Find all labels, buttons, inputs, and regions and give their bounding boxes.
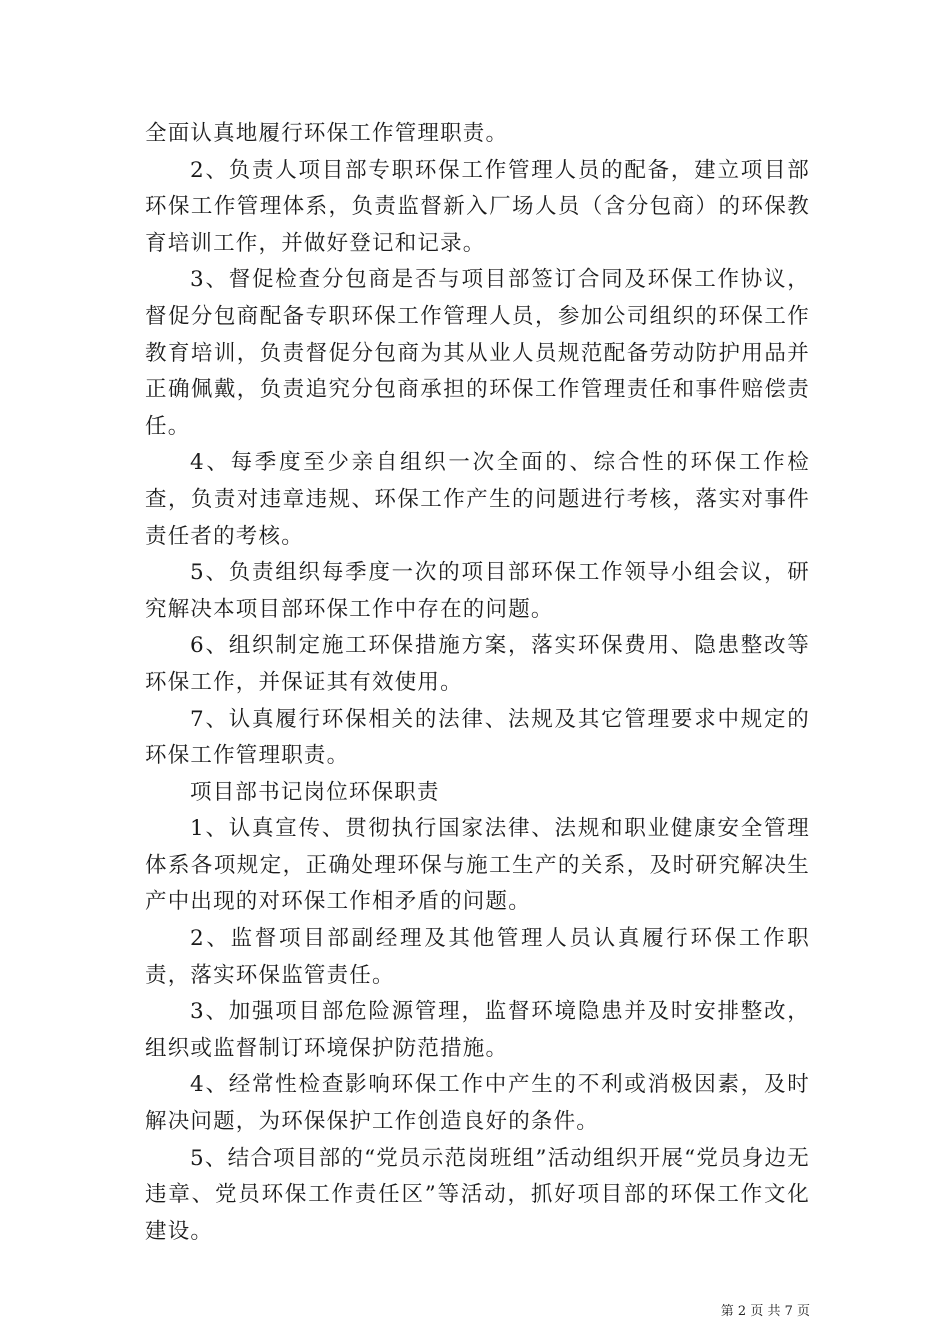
paragraph-continuation: 全面认真地履行环保工作管理职责。 (145, 121, 509, 146)
paragraph-item-5: 5、负责组织每季度一次的项目部环保工作领导小组会议，研究解决本项目部环保工作中存在的问题。 (145, 560, 810, 622)
paragraph-secretary-1: 1、认真宣传、贯彻执行国家法律、法规和职业健康安全管理体系各项规定，正确处理环保与施工生产的关系，及时研究解决生产中出现的对环保工作相矛盾的问题。 (145, 816, 810, 915)
paragraph-secretary-2: 2、监督项目部副经理及其他管理人员认真履行环保工作职责，落实环保监管责任。 (145, 926, 810, 988)
paragraph-secretary-4: 4、经常性检查影响环保工作中产生的不利或消极因素，及时解决问题，为环保保护工作创造良好的条件。 (145, 1072, 810, 1135)
paragraph-item-2: 2、负责人项目部专职环保工作管理人员的配备，建立项目部环保工作管理体系，负责监督新入厂场人员（含分包商）的环保教育培训工作，并做好登记和记录。 (145, 157, 810, 256)
paragraph-item-7: 7、认真履行环保相关的法律、法规及其它管理要求中规定的环保工作管理职责。 (145, 706, 810, 769)
paragraph-secretary-5: 5、结合项目部的“党员示范岗班组”活动组织开展“党员身边无违章、党员环保工作责任区”等活动，抓好项目部的环保工作文化建设。 (145, 1145, 810, 1244)
paragraph-item-6: 6、组织制定施工环保措施方案，落实环保费用、隐患整改等环保工作，并保证其有效使用。 (145, 633, 810, 695)
document-body (145, 116, 810, 1250)
paragraph-item-3: 3、督促检查分包商是否与项目部签订合同及环保工作协议，督促分包商配备专职环保工作管理人员，参加公司组织的环保工作教育培训，负责督促分包商为其从业人员规范配备劳动防护用品并正确佩戴，负责追究分包商承担的环保工作管理责任和事件赔偿责任。 (145, 267, 810, 439)
paragraph-item-4: 4、每季度至少亲自组织一次全面的、综合性的环保工作检查，负责对违章违规、环保工作产生的问题进行考核，落实对事件责任者的考核。 (145, 450, 810, 549)
paragraph-secretary-3: 3、加强项目部危险源管理，监督环境隐患并及时安排整改，组织或监督制订环境保护防范措施。 (145, 999, 810, 1061)
page-number: 第 2 页 共 7 页 (720, 1304, 810, 1319)
section-heading: 项目部书记岗位环保职责 (190, 779, 440, 805)
